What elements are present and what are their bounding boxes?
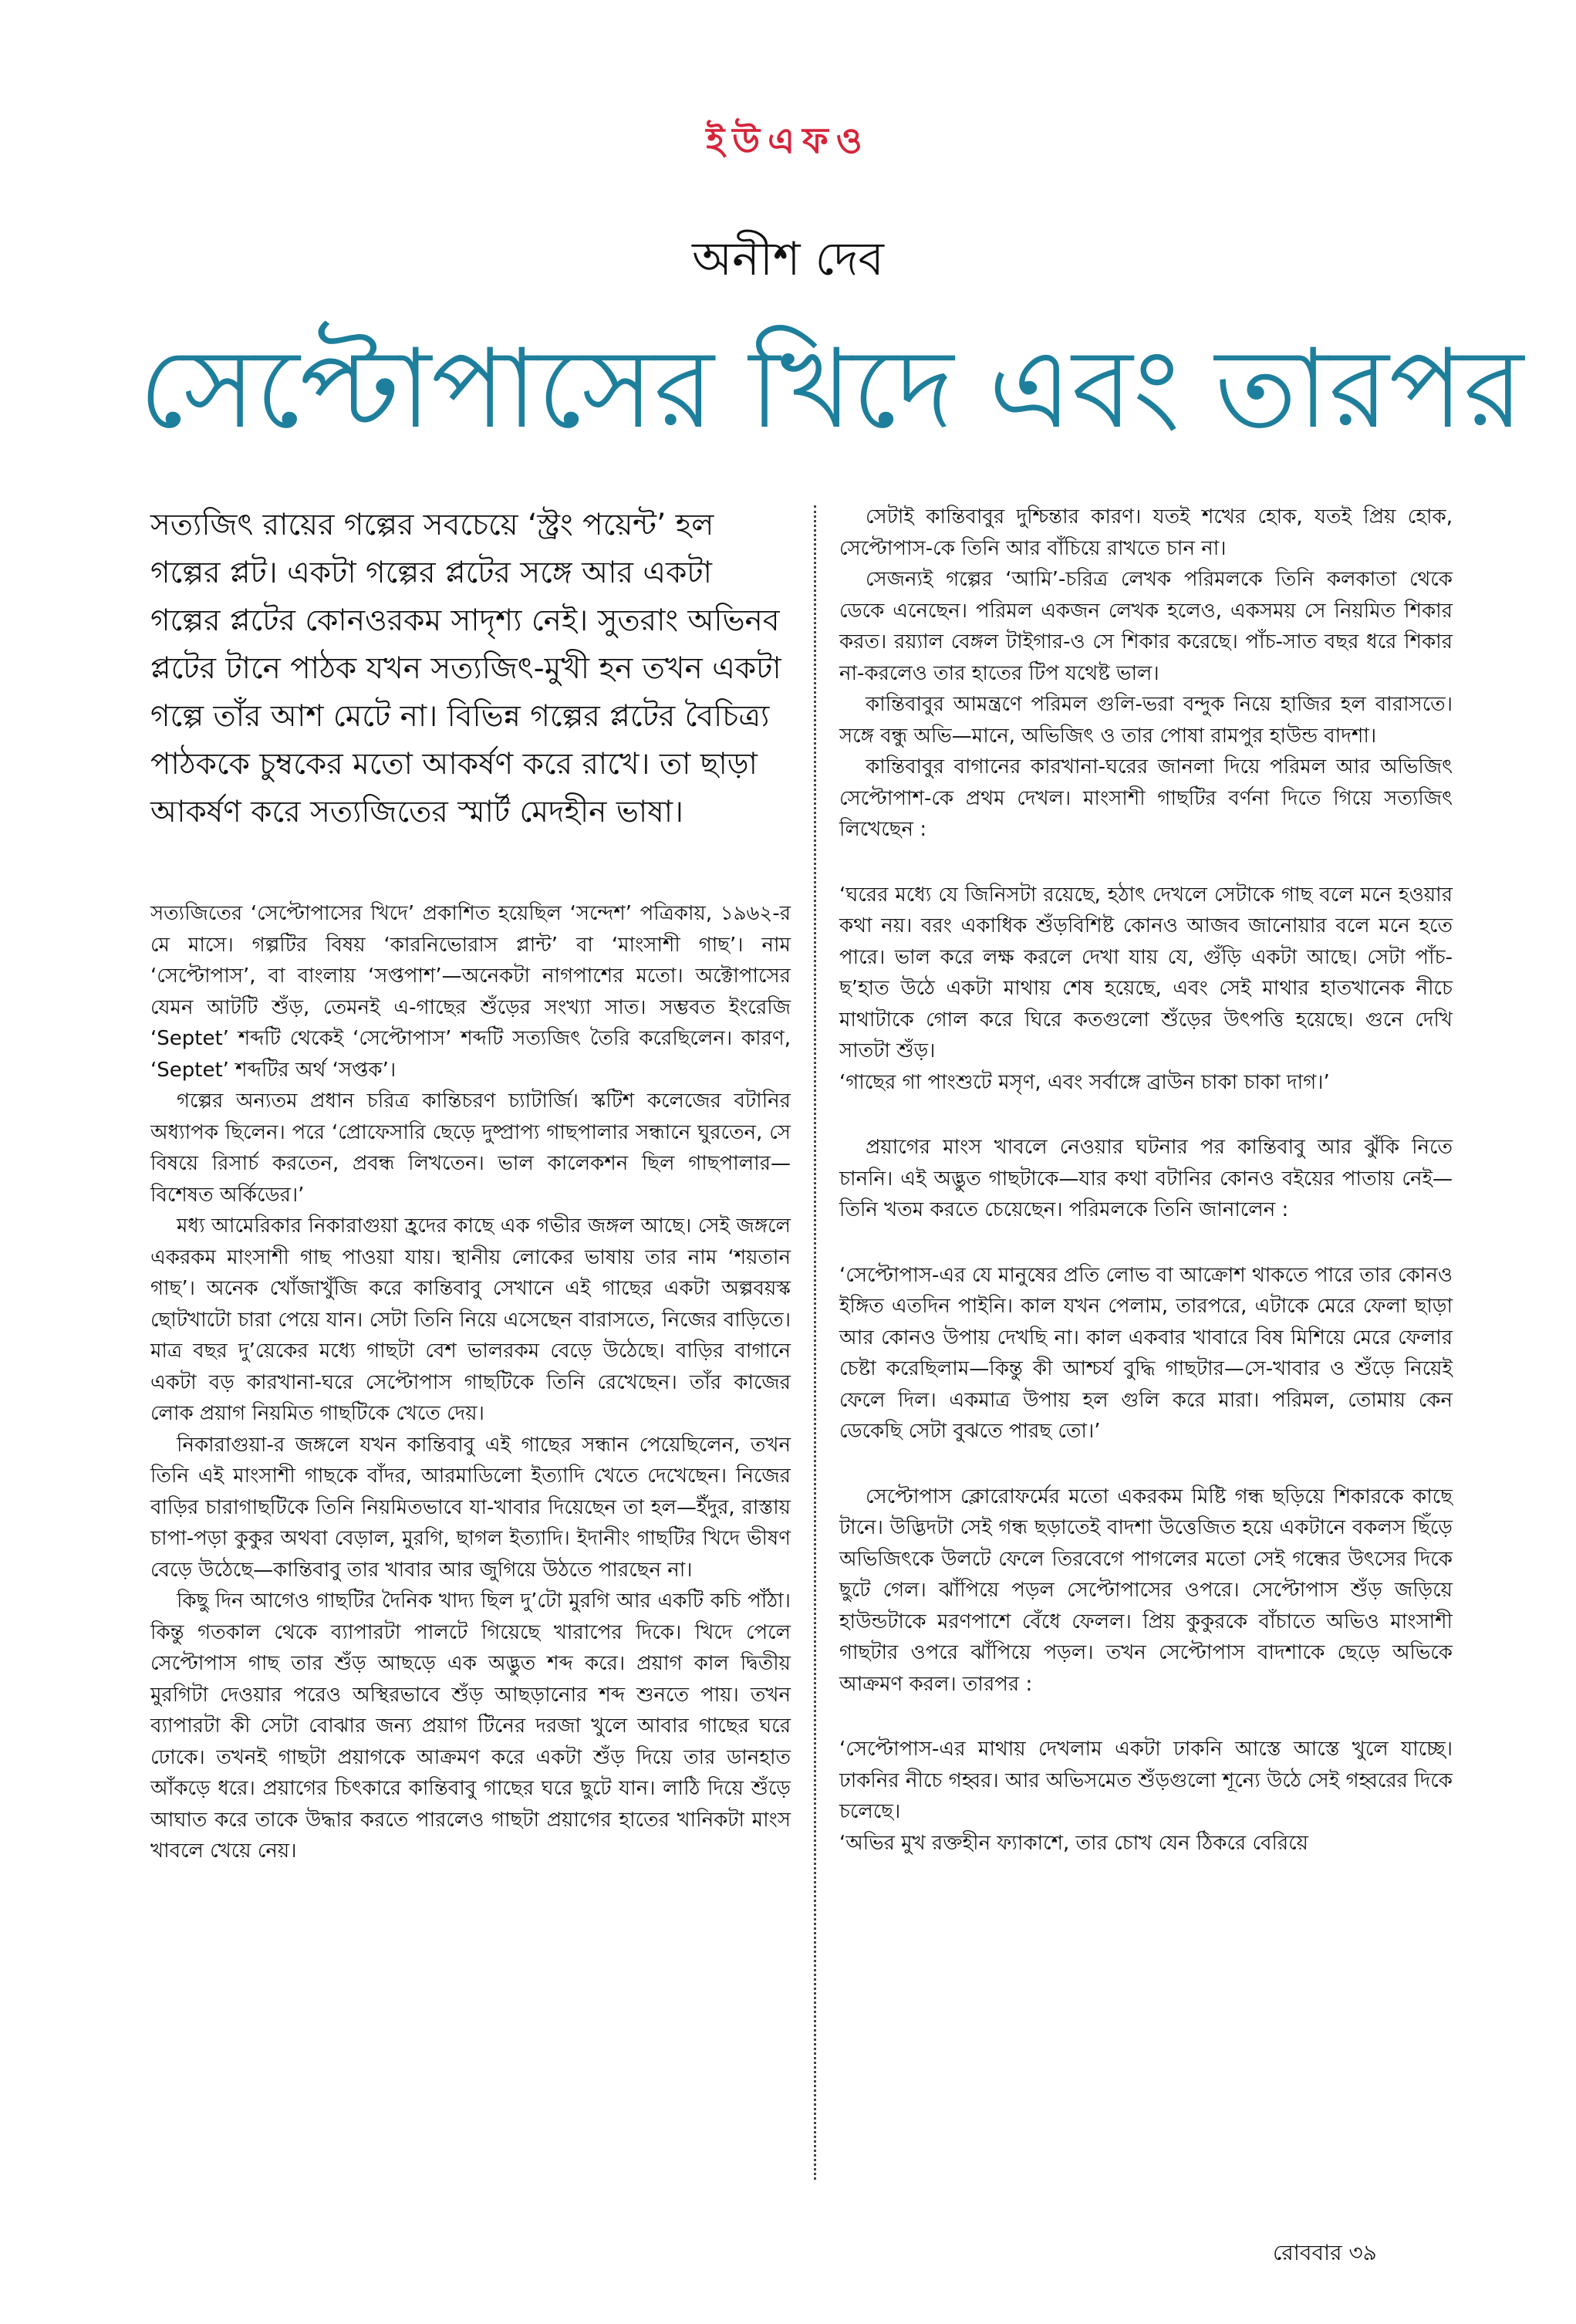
block-quote: ‘গাছের গা পাংশুটে মসৃণ, এবং সর্বাঙ্গে ব্রাউন চাকা চাকা দাগ।’ [839, 1070, 1330, 1094]
right-column [839, 502, 1453, 1859]
block-quote: ‘সেপ্টোপাস-এর যে মানুষের প্রতি লোভ বা আক্রোশ থাকতে পারে তার কোনও ইঙ্গিত এতদিন পাইনি। কাল যখন পেলাম, তারপরে, এটাকে মেরে ফেলা ছাড়া আর কোনও উপায় দেখছি না। কাল একবার খাবারে বিষ মিশিয়ে মেরে ফেলার চেষ্টা করেছিলাম—কিন্তু কী আশ্চর্য বুদ্ধি গাছটার—সে-খাবার ও শুঁড়ে নিয়েই ফেলে দিল। একমাত্র উপায় হল গুলি করে মারা। পরিমল, তোমায় কেন ডেকেছি সেটা বুঝতে পারছ তো।’ [839, 1263, 1453, 1443]
section-tag: ইউএফও [706, 120, 870, 161]
body-paragraph: সেপ্টোপাস ক্লোরোফর্মের মতো একরকম মিষ্টি গন্ধ ছড়িয়ে শিকারকে কাছে টানে। উদ্ভিদটা সেই গন্ধ ছড়াতেই বাদশা উত্তেজিত হয়ে একটানে বকলস ছিঁড়ে অভিজিৎকে উলটে ফেলে তিরবেগে পাগলের মতো সেই গন্ধের উৎসের দিকে ছুটে গেল। ঝাঁপিয়ে পড়ল সেপ্টোপাসের ওপরে। সেপ্টোপাস শুঁড় জড়িয়ে হাউন্ডটাকে মরণপাশে বেঁধে ফেলল। প্রিয় কুকুরকে বাঁচাতে অভিও মাংসাশী গাছটার ওপরে ঝাঁপিয়ে পড়ল। তখন সেপ্টোপাস বাদশাকে ছেড়ে অভিকে আক্রমণ করল। তারপর : [839, 1485, 1453, 1696]
block-quote: ‘অভির মুখ রক্তহীন ফ্যাকাশে, তার চোখ যেন ঠিকরে বেরিয়ে [839, 1831, 1308, 1855]
body-paragraph: সেজন্যই গল্পের ‘আমি’-চরিত্র লেখক পরিমলকে তিনি কলকাতা থেকে ডেকে এনেছেন। পরিমল একজন লেখক হলেও, একসময় সে নিয়মিত শিকার করত। রয়্যাল বেঙ্গল টাইগার-ও সে শিকার করেছে। পাঁচ-সাত বছর ধরে শিকার না-করলেও তার হাতের টিপ যথেষ্ট ভাল। [839, 568, 1453, 685]
body-paragraph: সেটাই কান্তিবাবুর দুশ্চিন্তার কারণ। যতই শখের হোক, যতই প্রিয় হোক, সেপ্টোপাস-কে তিনি আর বাঁচিয়ে রাখতে চান না। [839, 505, 1453, 560]
block-quote: ‘ঘরের মধ্যে যে জিনিসটা রয়েছে, হঠাৎ দেখলে সেটাকে গাছ বলে মনে হওয়ার কথা নয়। বরং একাধিক শুঁড়বিশিষ্ট কোনও আজব জানোয়ার বলে মনে হতে পারে। ভাল করে লক্ষ করলে দেখা যায় যে, গুঁড়ি একটা আছে। সেটা পাঁচ-ছ’হাত উঠে একটা মাথায় শেষ হয়েছে, এবং সেই মাথার হাতখানেক নীচে মাথাটাকে গোল করে ঘিরে কতগুলো শুঁড়ের উৎপত্তি হয়েছে। গুনে দেখি সাতটা শুঁড়। [839, 883, 1453, 1062]
left-column [150, 502, 791, 1867]
body-paragraph: নিকারাগুয়া-র জঙ্গলে যখন কান্তিবাবু এই গাছের সন্ধান পেয়েছিলেন, তখন তিনি এই মাংসাশী গাছকে বাঁদর, আরমাডিলো ইত্যাদি খেতে দেখেছেন। নিজের বাড়ির চারাগাছটিকে তিনি নিয়মিতভাবে যা-খাবার দিয়েছেন তা হল—ইঁদুর, রাস্তায় চাপা-পড়া কুকুর অথবা বেড়াল, মুরগি, ছাগল ইত্যাদি। ইদানীং গাছটির খিদে ভীষণ বেড়ে উঠেছে—কান্তিবাবু তার খাবার আর জুগিয়ে উঠতে পারছেন না। [150, 1433, 791, 1582]
spacer [839, 1700, 1453, 1734]
spacer [839, 1226, 1453, 1260]
block-quote: ‘সেপ্টোপাস-এর মাথায় দেখলাম একটা ঢাকনি আস্তে আস্তে খুলে যাচ্ছে। ঢাকনির নীচে গহ্বর। আর অভিসমেত শুঁড়গুলো শূন্যে উঠে সেই গহ্বরের দিকে চলেছে। [839, 1738, 1453, 1823]
author-name: অনীশ দেব [692, 232, 884, 286]
body-paragraph: কান্তিবাবুর আমন্ত্রণে পরিমল গুলি-ভরা বন্দুক নিয়ে হাজির হল বারাসতে। সঙ্গে বন্ধু অভি—মানে, অভিজিৎ ও তার পোষা রামপুর হাউন্ড বাদশা। [839, 693, 1453, 748]
spacer [839, 1098, 1453, 1132]
body-paragraph: প্রয়াগের মাংস খাবলে নেওয়ার ঘটনার পর কান্তিবাবু আর ঝুঁকি নিতে চাননি। এই অদ্ভুত গাছটাকে—যার কথা বটানির কোনও বইয়ের পাতায় নেই—তিনি খতম করতে চেয়েছেন। পরিমলকে তিনি জানালেন : [839, 1136, 1453, 1221]
body-paragraph: কিছু দিন আগেও গাছটির দৈনিক খাদ্য ছিল দু’টো মুরগি আর একটি কচি পাঁঠা। কিন্তু গতকাল থেকে ব্যাপারটা পালটে গিয়েছে খারাপের দিকে। খিদে পেলে সেপ্টোপাস গাছ তার শুঁড় আছড়ে এক অদ্ভুত শব্দ করে। প্রয়াগ কাল দ্বিতীয় মুরগিটা দেওয়ার পরেও অস্থিরভাবে শুঁড় আছড়ানোর শব্দ শুনতে পায়। তখন ব্যাপারটা কী সেটা বোঝার জন্য প্রয়াগ টিনের দরজা খুলে আবার গাছের ঘরে ঢোকে। তখনই গাছটা প্রয়াগকে আক্রমণ করে একটা শুঁড় দিয়ে তার ডানহাত আঁকড়ে ধরে। প্রয়াগের চিৎকারে কান্তিবাবু গাছের ঘরে ছুটে যান। লাঠি দিয়ে শুঁড়ে আঘাত করে তাকে উদ্ধার করতে পারলেও গাছটা প্রয়াগের হাতের খানিকটা মাংস খাবলে খেয়ে নেয়। [150, 1589, 791, 1863]
spacer [839, 846, 1453, 880]
article-title: সেপ্টোপাসের খিদে এবং তারপর [139, 326, 1524, 453]
body-paragraph: গল্পের অন্যতম প্রধান চরিত্র কান্তিচরণ চ্যাটার্জি। স্কটিশ কলেজের বটানির অধ্যাপক ছিলেন। পরে ‘প্রোফেসারি ছেড়ে দুষ্প্রাপ্য গাছপালার সন্ধানে ঘুরতেন, সে বিষয়ে রিসার্চ করতেন, প্রবন্ধ লিখতেন। ভাল কালেকশন ছিল গাছপালার—বিশেষত অর্কিডের।’ [150, 1089, 791, 1207]
spacer [839, 1447, 1453, 1481]
intro-text: সত্যজিৎ রায়ের গল্পের সবচেয়ে ‘স্ট্রং পয়েন্ট’ হল গল্পের প্লট। একটা গল্পের প্লটের সঙ্গে আর একটা গল্পের প্লটের কোনওরকম সাদৃশ্য নেই। সুতরাং অভিনব প্লটের টানে পাঠক যখন সত্যজিৎ-মুখী হন তখন একটা গল্পে তাঁর আশ মেটে না। বিভিন্ন গল্পের প্লটের বৈচিত্র্য পাঠককে চুম্বকের মতো আকর্ষণ করে রাখে। তা ছাড়া আকর্ষণ করে সত্যজিতের স্মার্ট মেদহীন ভাষা। [150, 508, 781, 829]
body-paragraph: মধ্য আমেরিকার নিকারাগুয়া হ্রদের কাছে এক গভীর জঙ্গল আছে। সেই জঙ্গলে একরকম মাংসাশী গাছ পাওয়া যায়। স্থানীয় লোকের ভাষায় তার নাম ‘শয়তান গাছ’। অনেক খোঁজাখুঁজি করে কান্তিবাবু সেখানে এই গাছের একটা অল্পবয়স্ক ছোটখাটো চারা পেয়ে যান। সেটা তিনি নিয়ে এসেছেন বারাসতে, নিজের বাড়িতে। মাত্র বছর দু’য়েকের মধ্যে গাছটা বেশ ভালরকম বেড়ে উঠেছে। বাড়ির বাগানে একটা বড় কারখানা-ঘরে সেপ্টোপাস গাছটিকে তিনি রেখেছেন। তাঁর কাজের লোক প্রয়াগ নিয়মিত গাছটিকে খেতে দেয়। [150, 1214, 791, 1425]
body-paragraph: সত্যজিতের ‘সেপ্টোপাসের খিদে’ প্রকাশিত হয়েছিল ‘সন্দেশ’ পত্রিকায়, ১৯৬২-র মে মাসে। গল্পটির বিষয় ‘কারনিভোরাস প্লান্ট’ বা ‘মাংসাশী গাছ’। নাম ‘সেপ্টোপাস’, বা বাংলায় ‘সপ্তপাশ’—অনেকটা নাগপাশের মতো। অক্টোপাসের যেমন আটটি শুঁড়, তেমনই এ-গাছের শুঁড়ের সংখ্যা সাত। সম্ভবত ইংরেজি ‘Septet’ শব্দটি থেকেই ‘সেপ্টোপাস’ শব্দটি সত্যজিৎ তৈরি করেছিলেন। কারণ, ‘Septet’ শব্দটির অর্থ ‘সপ্তক’। [150, 902, 791, 1082]
page-footer: রোববার ৩৯ [1273, 2240, 1377, 2265]
body-paragraph: কান্তিবাবুর বাগানের কারখানা-ঘরের জানলা দিয়ে পরিমল আর অভিজিৎ সেপ্টোপাশ-কে প্রথম দেখল। মাংসাশী গাছটির বর্ণনা দিতে গিয়ে সত্যজিৎ লিখেছেন : [839, 755, 1453, 841]
column-divider [814, 505, 816, 2180]
